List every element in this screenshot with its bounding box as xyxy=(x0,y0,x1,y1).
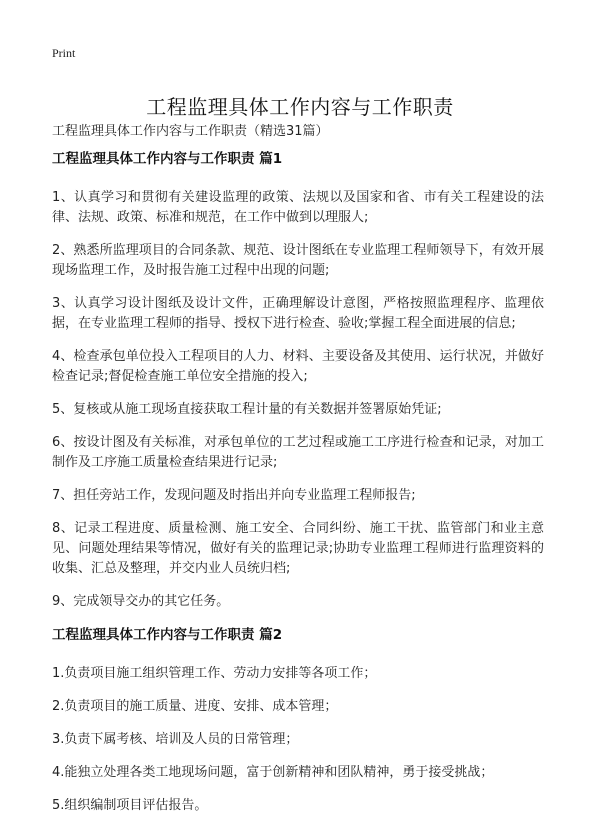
list-item: 1.负责项目施工组织管理工作、劳动力安排等各项工作； xyxy=(52,666,377,681)
list-item: 6、按设计图及有关标准，对承包单位的工艺过程或施工工序进行检查和记录，对加工制作及工序施工质量检查结果进行记录; xyxy=(52,435,544,470)
list-item: 1、认真学习和贯彻有关建设监理的政策、法规以及国家和省、市有关工程建设的法律、法规、政策、标准和规范，在工作中做到以理服人; xyxy=(52,190,544,225)
list-item: 4、检查承包单位投入工程项目的人力、材料、主要设备及其使用、运行状况，并做好检查记录;督促检查施工单位安全措施的投入; xyxy=(52,349,544,384)
print-label: Print xyxy=(52,46,76,60)
list-item: 5、复核或从施工现场直接获取工程计量的有关数据并签署原始凭证; xyxy=(52,402,442,417)
list-item: 2、熟悉所监理项目的合同条款、规范、设计图纸在专业监理工程师领导下，有效开展现场监理工作，及时报告施工过程中出现的问题; xyxy=(52,243,544,278)
list-item: 4.能独立处理各类工地现场问题，富于创新精神和团队精神，勇于接受挑战； xyxy=(52,765,494,780)
list-item: 3、认真学习设计图纸及设计文件，正确理解设计意图，严格按照监理程序、监理依据，在专业监理工程师的指导、授权下进行检查、验收;掌握工程全面进展的信息; xyxy=(52,296,544,331)
section-1 xyxy=(52,149,544,612)
list-item: 9、完成领导交办的其它任务。 xyxy=(52,594,230,609)
list-item: 2.负责项目的施工质量、进度、安排、成本管理； xyxy=(52,699,338,714)
list-item: 7、担任旁站工作，发现问题及时指出并向专业监理工程师报告; xyxy=(52,488,416,503)
list-item: 5.组织编制项目评估报告。 xyxy=(52,798,208,813)
section-heading: 工程监理具体工作内容与工作职责 篇2 xyxy=(52,627,283,643)
document-title: 工程监理具体工作内容与工作职责 xyxy=(146,95,454,120)
section-2 xyxy=(52,625,544,816)
list-item: 8、记录工程进度、质量检测、施工安全、合同纠纷、施工干扰、监管部门和业主意见、问题处理结果等情况，做好有关的监理记录;协助专业监理工程师进行监理资料的收集、汇总及整理，并交内业人员统归档; xyxy=(52,521,544,576)
list-item: 3.负责下属考核、培训及人员的日常管理； xyxy=(52,732,299,747)
section-heading: 工程监理具体工作内容与工作职责 篇1 xyxy=(52,151,283,167)
document-subtitle: 工程监理具体工作内容与工作职责（精选31篇） xyxy=(52,124,329,139)
document-content xyxy=(52,149,544,829)
